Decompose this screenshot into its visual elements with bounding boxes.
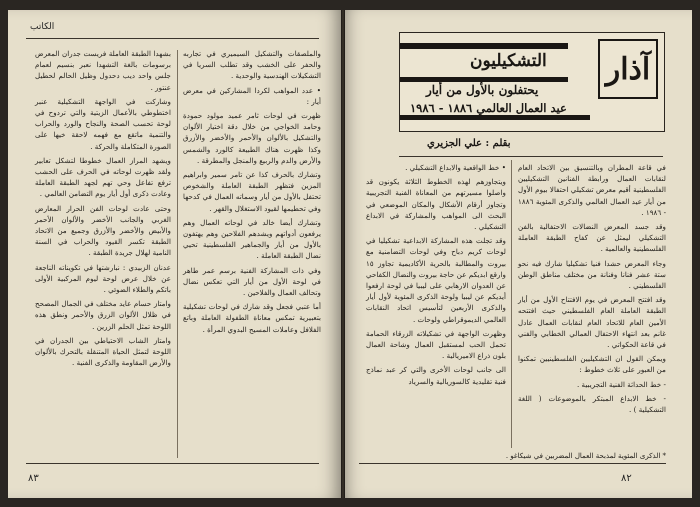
running-head: الكاتب xyxy=(30,22,55,32)
footnote: * الذكرى المئوية لمذبحة العمال المضربين في شيكاغو . xyxy=(505,452,666,460)
left-column-2 xyxy=(35,48,171,371)
paragraph: ظهرت في لوحات ثامر عميد مولود حمودة وحامد الخواجي من خلال دقة اختيار الألوان والتشكيل بالألوان والأحمر والأخضر والأزرق وكذا ظهرت هناك الطبيعة كالورد والشمس والأرض والدم والربيع والمنجل والمطرقة . xyxy=(183,111,321,165)
paragraph: وقد افتتح المعرض في يوم الافتتاح الأول من أيار الطبقة العاملة العام الفلسطيني حيث افتتحه الأمين العام للاتحاد العام لنقابات العمال عادل غانم بعد انتهاء الاحتفال العمالي الخطابي والفني في قاعة الحكواتي . xyxy=(518,295,666,350)
book-spread xyxy=(8,10,692,498)
paragraph: وامتاز الشاب الاحتياطي بين الجدران في اللوحة لتمثل الحياة المتنقلة بالتحرك بالألوان والأرض المقاومة والذكرى الفنية . xyxy=(35,335,171,368)
paragraph: أما عتبي فجعل وقد شارك في لوحات تشكيلية بتعبيرية تمكس معاناة الطفولة العاملة وباتع الفلافل وعاملات المسيح البدوي المرأة . xyxy=(183,302,321,334)
paragraph: ويتجاوزهم لهذه الخطوط الثلاثة يكونون قد واصلوا مسيرتهم من المعاناة الفنية التجريبية وتجاوز أرقام الأشكال والمكان الموضعي في البحث الى المواهب والمشاركة في الابداع التشكيلي . xyxy=(366,177,506,232)
title-bar xyxy=(400,115,590,120)
paragraph: الى جانب لوحات الأخرى والتي كر عبد نماذج فنية تقليدية كالسوريالية والسرياد xyxy=(366,365,506,386)
paragraph: وشاركت في الواجهة التشكيلية عنبر اختطوطي بالأعمال الزيتية والتي تردوح في لوحة تحسب الصحة والنجاح والورد والحراب والتنمية ماتقع مع فهمه لاحقة خيها على الصورة المتكاملة والحركة . xyxy=(35,96,171,151)
article-subtitle-dates: عيد العمال العالمي ١٨٨٦ - ١٩٨٦ xyxy=(410,101,567,115)
article-subtitle: يحتفلون بالأول من أيار xyxy=(426,83,539,97)
paragraph: وتشارك بالحرف كذا عن تامر سمير وابراهيم المزين فتظهر الطبقة العاملة والشخوص تحتفل بالأول من أيار وسماته العمال في كدحها وفي تحطيمها لقيود الاستغلال والقهر . xyxy=(183,170,321,213)
book-gutter xyxy=(341,10,345,498)
paragraph: وحتى عادت لوحات الفن الحرار المعارض الغربي والجانب الأخضر والألوان الأحمر والأبيض والأخضر والأزرق وجميع من الاتحاد الطبقة تكسر القيود والحراب في السنة النامية لهلال جريدة الطبقة . xyxy=(35,203,171,258)
byline: بقلم : علي الجزيري xyxy=(427,138,511,149)
paragraph: عدنان الزبيدي : نبارشتها في تكويناته الناجعة عن خلال عرض لوحة ليوم المركبية الأولى باتكم والطلاء الضوئي . xyxy=(35,262,171,295)
paragraph: ويمكن القول ان التشكيليين الفلسطينيين تمكنوا من العبور على ثلاث خطوط : xyxy=(518,354,666,375)
footer-rule xyxy=(359,463,666,464)
paragraph: - خط الحداثة الفنية التجريبية . xyxy=(576,379,666,389)
paragraph: وقد تجلت هذه المشاركة الابداعية تشكيليا في لوحات كريم دباح وفي لوحات التضامنية مع بيروت والمطالبة بالحرية الأكاديمية تجاوز ١٥ وارقع ابديكم عن حاجة بيروت والنضال الكفاحي عن العدوان الارهابي على ليبيا في لوحة ارفعوا أيديكم عن ليبيا ولوحة الذكرى المئوية لأول أيار والذكرى الأربعين لتأسيس اتحاد النقابات العالمي الديموقراطي ولوحات . xyxy=(366,236,506,324)
paragraph: وقد جسد المعرض النضالات الاحتفالية بالفن التشكيلي ليمثل عن كفاح الطبقة العاملة الفلسطينية والعالمية . xyxy=(518,222,666,254)
paragraph: في قاعة المطران وبالتنسيق بين الاتحاد العام لنقابات العمال ورابطة الفنانين التشكيليين الفلسطينية أقيم معرض تشكيلي احتفالا بيوم الأول من أيار عيد العمال العالمي والذكرى المئوية ١٨٨٦ - ١٩٨٦ . xyxy=(518,163,666,217)
paragraph: وامتاز حسام عايد مختلف في الجمال المصحح في ظلال الألوان الزرق والأحمر ونطق هذه اللوحة تمثل الحلم الزرين . xyxy=(35,299,171,331)
left-page xyxy=(8,10,341,498)
left-column-1 xyxy=(183,48,321,338)
right-column-1 xyxy=(518,162,666,418)
paragraph: ويشهد المراز العمال خطوطا لتشكل تعابير ولقد ظهرت لوحاته في الحرف على الحشب ترفع تفاعل وحي تهم لجهد الطبقة العاملة وعادت ذكرى أول أيار يوم التضامن العالمي . xyxy=(35,155,171,199)
title-bar xyxy=(400,77,568,82)
column-divider xyxy=(177,50,178,458)
page-number: ٨٣ xyxy=(28,473,39,484)
paragraph: بشهدا الطبقة العاملة فريست جدران المعرض برسومات بالغة التشهدا نعبر بنسيم لعمام جلس واحد ديب دحدول وظيل الحالم لحطيل عنتور . xyxy=(35,49,171,92)
paragraph: وفي ذات المشاركة الفنية برسم عمر طاهر في لوحة الأول من أيار التي تعكس نضال وتحالف العمال والفلاحين . xyxy=(183,265,321,298)
article-title: التشكيليون xyxy=(470,51,547,71)
paragraph: وجاء المعرض حشدا فنيا تشكيليا شارك فيه نحو ستة عشر فنانا وفنانة من مختلف مناطق الوطن الفلسطيني . xyxy=(518,258,666,291)
paragraph: وتشارك أيضا خالد في لوحاته العمال وهم يرفعون أدواتهم ويشدهم الفلاحين وهم يهتفون بالأول من أيار والجماهير الفلسطينية تحيي نضال الطبقة العاملة . xyxy=(183,217,321,261)
article-title-box xyxy=(399,32,665,132)
paragraph: • خط الواقعية والابداع التشكيلي . xyxy=(405,163,506,172)
right-page xyxy=(341,10,692,498)
paragraph: والملصقات والتشكيل السيميري في تجاربه والحفر على الخشب وقد تطلب السريا في التشكيلات الهندسية والوحدية . xyxy=(183,49,321,81)
header-rule xyxy=(26,38,319,39)
title-bar xyxy=(400,43,568,49)
right-column-2 xyxy=(366,162,506,390)
paragraph: - خط الابداع المبتكر بالموضوعات ( اللغة التشكيلية ) . xyxy=(518,393,666,415)
footer-rule xyxy=(26,463,319,464)
paragraph: وظهرت الواجهة في تشكيلاته الزرقاء الحمامة تحمل الحب لمستقبل العمال وشاحة العمال بلون ذراع الاميريالية . xyxy=(366,328,506,361)
column-divider xyxy=(511,160,512,448)
magazine-logo: آذار xyxy=(598,39,658,99)
page-number: ٨٢ xyxy=(621,473,632,484)
byline-rule xyxy=(399,156,663,157)
paragraph: • عدد المواهب لكردا المشاركين في معرض أيار : xyxy=(183,85,321,106)
